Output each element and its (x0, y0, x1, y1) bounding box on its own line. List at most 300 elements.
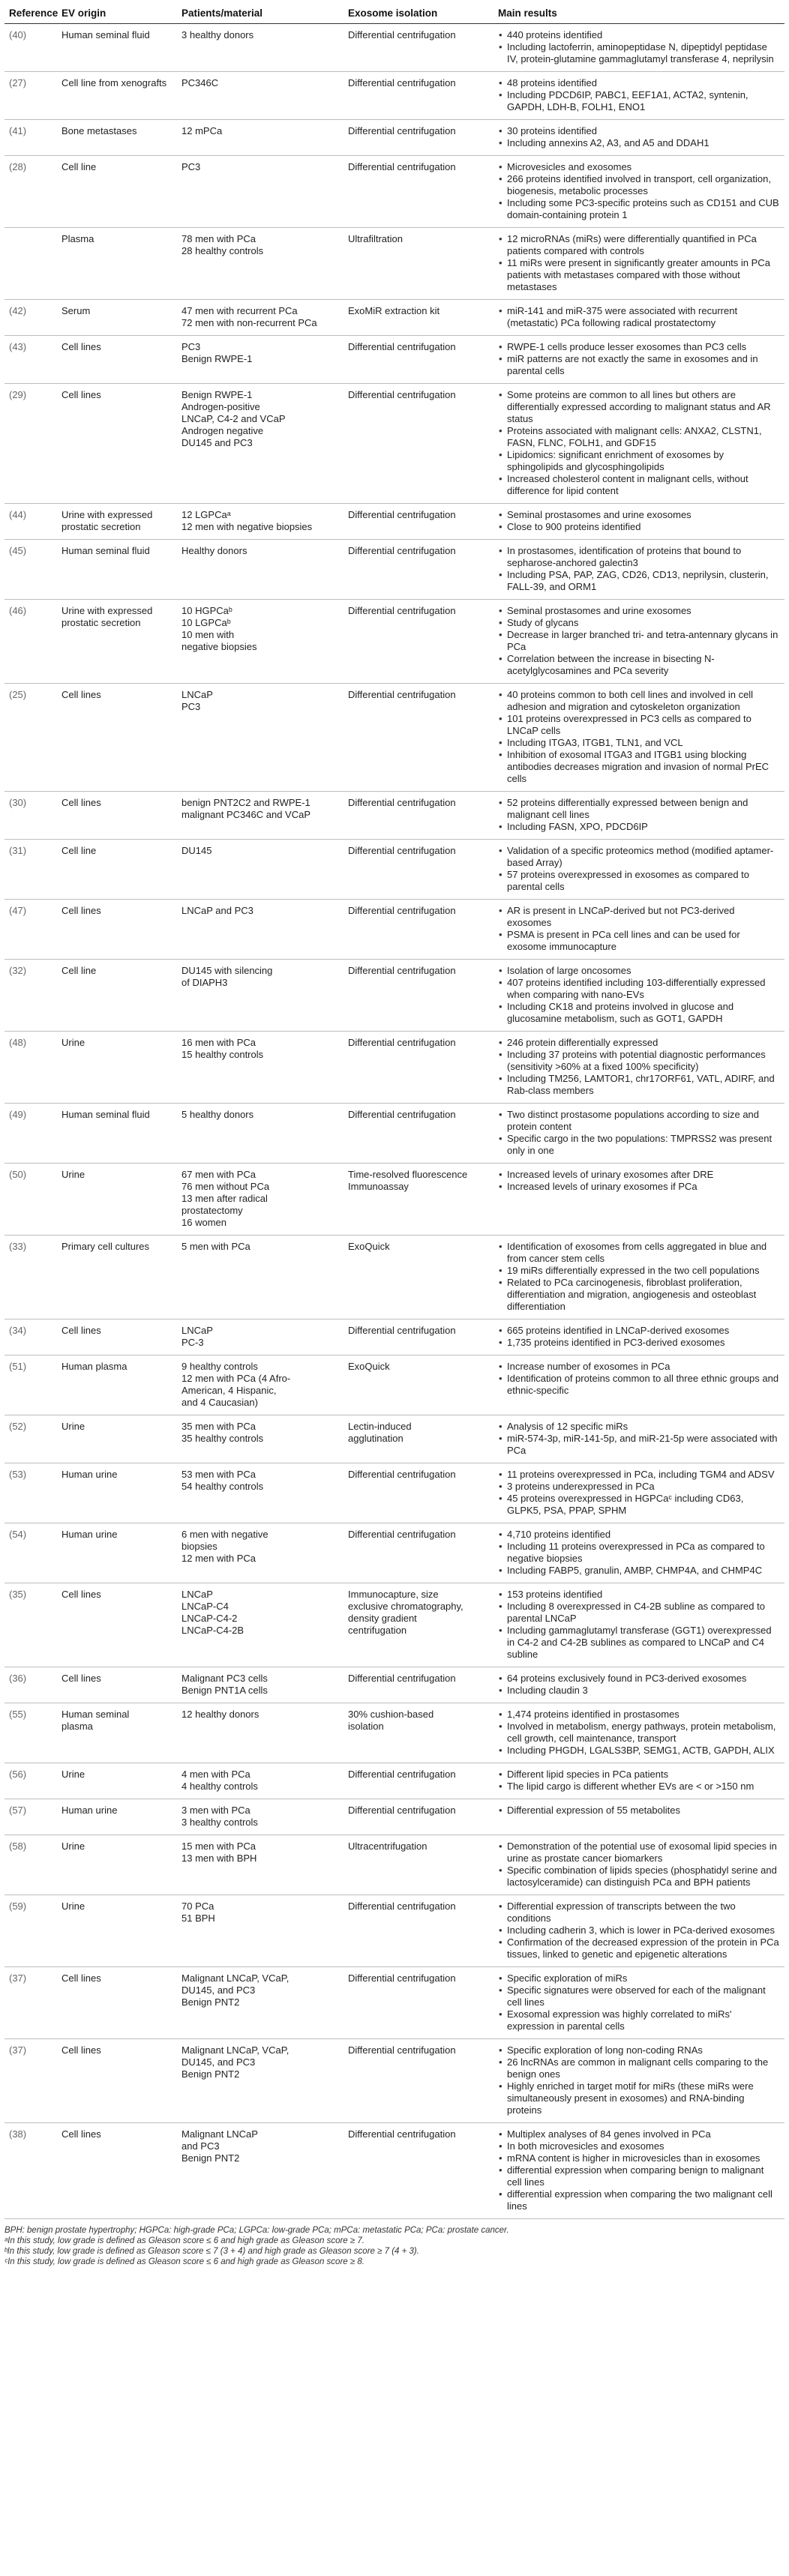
result-item: • Increased levels of urinary exosomes after DRE (507, 1169, 780, 1181)
cell-patients-line: DU145 with silencing (182, 965, 273, 976)
result-item: • In both microvesicles and exosomes (507, 2140, 780, 2152)
cell-patients-line: 12 healthy donors (182, 1709, 260, 1720)
cell-patients (177, 1355, 344, 1415)
table-row (4, 684, 784, 792)
cell-isolation (344, 840, 494, 900)
cell-isolation-line: Differential centrifugation (348, 1037, 456, 1048)
results-list (498, 2128, 780, 2212)
results-list (498, 845, 780, 893)
cell-main-results (494, 1164, 784, 1236)
cell-patients-line: 16 women (182, 1217, 226, 1228)
result-item: • Related to PCa carcinogenesis, fibroblast proliferation, differentiation and migration, angiogenesis and osteoblast differentiation (507, 1277, 780, 1313)
cell-main-results (494, 1967, 784, 2039)
cell-patients-line: LNCaP and PC3 (182, 905, 254, 916)
result-item: • Including lactoferrin, aminopeptidase N, dipeptidyl peptidase IV, protein-glutamine gammaglutamyl transferase 4, neprilysin (507, 41, 780, 65)
table-row (4, 384, 784, 504)
cell-ev-origin-line: Cell lines (62, 1673, 101, 1684)
results-list (498, 341, 780, 377)
cell-patients-line: 13 men with BPH (182, 1853, 257, 1864)
cell-isolation (344, 300, 494, 336)
result-item: • Exosomal expression was highly correlated to miRs' expression in parental cells (507, 2008, 780, 2032)
cell-isolation-line: Differential centrifugation (348, 1109, 456, 1120)
results-list (498, 1325, 780, 1349)
cell-patients-line: 10 men with (182, 629, 235, 640)
cell-patients (177, 1703, 344, 1763)
cell-ev-origin (57, 1523, 177, 1583)
result-item: • Some proteins are common to all lines but others are differentially expressed according to malignant status and AR status (507, 389, 780, 425)
cell-ev-origin (57, 336, 177, 384)
cell-patients (177, 1523, 344, 1583)
cell-ev-origin (57, 384, 177, 504)
table-row (4, 1355, 784, 1415)
results-list (498, 1169, 780, 1193)
cell-isolation (344, 2123, 494, 2219)
cell-isolation (344, 1355, 494, 1415)
cell-main-results (494, 1319, 784, 1355)
cell-patients-line: 12 men with PCa (182, 1553, 256, 1564)
cell-patients-line: Benign RWPE-1 (182, 389, 253, 400)
cell-ev-origin-line: Human seminal fluid (62, 1109, 150, 1120)
result-item: • 246 protein differentially expressed (507, 1037, 780, 1049)
result-item: • Including PSA, PAP, ZAG, CD26, CD13, neprilysin, clusterin, FALL-39, and ORM1 (507, 569, 780, 593)
cell-main-results (494, 840, 784, 900)
cell-patients-line: LNCaP-C4-2 (182, 1613, 238, 1624)
result-item: • Proteins associated with malignant cells: ANXA2, CLSTN1, FASN, FLNC, FOLH1, and GDF15 (507, 425, 780, 449)
cell-isolation (344, 1104, 494, 1164)
cell-patients (177, 1032, 344, 1104)
table-row (4, 1835, 784, 1895)
cell-patients-line: Malignant LNCaP, VCaP, (182, 1972, 290, 1984)
cell-patients-line: 12 men with negative biopsies (182, 521, 313, 532)
cell-isolation-line: ExoMiR extraction kit (348, 305, 440, 316)
cell-main-results (494, 540, 784, 600)
cell-ev-origin (57, 1583, 177, 1667)
cell-ev-origin-line: Human plasma (62, 1361, 128, 1372)
cell-ev-origin-line: Urine (62, 1901, 86, 1912)
cell-patients (177, 1583, 344, 1667)
cell-main-results (494, 24, 784, 72)
cell-isolation-line: Differential centrifugation (348, 965, 456, 976)
cell-patients-line: 4 healthy controls (182, 1781, 258, 1792)
result-item: • Microvesicles and exosomes (507, 161, 780, 173)
result-item: • 101 proteins overexpressed in PC3 cells as compared to LNCaP cells (507, 713, 780, 737)
table-row (4, 336, 784, 384)
cell-ev-origin-line: Urine (62, 1169, 86, 1180)
cell-reference: (48) (4, 1032, 57, 1104)
cell-isolation (344, 1523, 494, 1583)
header-reference: Reference (4, 4, 57, 24)
cell-isolation (344, 120, 494, 156)
cell-main-results (494, 156, 784, 228)
cell-main-results (494, 1104, 784, 1164)
cell-reference: (45) (4, 540, 57, 600)
cell-patients-line: DU145, and PC3 (182, 2056, 256, 2068)
cell-reference: (34) (4, 1319, 57, 1355)
table-row (4, 2039, 784, 2123)
results-list (498, 509, 780, 533)
cell-patients-line: Malignant LNCaP (182, 2128, 258, 2140)
cell-patients-line: American, 4 Hispanic, (182, 1385, 277, 1396)
results-table (4, 4, 784, 2219)
table-row (4, 72, 784, 120)
cell-patients (177, 600, 344, 684)
cell-isolation (344, 228, 494, 300)
cell-patients-line: of DIAPH3 (182, 977, 228, 988)
cell-patients-line: 53 men with PCa (182, 1469, 256, 1480)
cell-main-results (494, 792, 784, 840)
cell-isolation (344, 1236, 494, 1319)
cell-isolation-line: Differential centrifugation (348, 125, 456, 136)
cell-isolation-line: Immunoassay (348, 1181, 409, 1192)
results-list (498, 1805, 780, 1817)
results-list (498, 1361, 780, 1397)
cell-isolation-line: Differential centrifugation (348, 1972, 456, 1984)
cell-main-results (494, 600, 784, 684)
cell-isolation-line: Differential centrifugation (348, 689, 456, 700)
cell-isolation-line: Differential centrifugation (348, 29, 456, 40)
result-item: • Highly enriched in target motif for miRs (these miRs were simultaneously present in exosomes) and RNA-binding proteins (507, 2080, 780, 2116)
table-row (4, 960, 784, 1032)
cell-patients-line: 5 healthy donors (182, 1109, 254, 1120)
cell-reference: (41) (4, 120, 57, 156)
cell-main-results (494, 1032, 784, 1104)
table-body (4, 24, 784, 2219)
cell-isolation (344, 1703, 494, 1763)
cell-reference: (29) (4, 384, 57, 504)
cell-patients-line: malignant PC346C and VCaP (182, 809, 310, 820)
cell-patients-line: 72 men with non-recurrent PCa (182, 317, 317, 328)
cell-ev-origin (57, 540, 177, 600)
result-item: • 11 proteins overexpressed in PCa, including TGM4 and ADSV (507, 1469, 780, 1481)
cell-isolation-line: Differential centrifugation (348, 161, 456, 172)
cell-ev-origin (57, 228, 177, 300)
cell-patients (177, 960, 344, 1032)
cell-ev-origin (57, 504, 177, 540)
cell-reference (4, 228, 57, 300)
cell-ev-origin (57, 1415, 177, 1463)
table-row (4, 300, 784, 336)
cell-patients (177, 228, 344, 300)
cell-isolation (344, 600, 494, 684)
cell-main-results (494, 228, 784, 300)
result-item: • Demonstration of the potential use of exosomal lipid species in urine as prostate cancer biomarkers (507, 1841, 780, 1865)
cell-patients (177, 1104, 344, 1164)
table-row (4, 1523, 784, 1583)
cell-ev-origin (57, 72, 177, 120)
table-row (4, 1895, 784, 1967)
cell-patients-line: Benign PNT2 (182, 2152, 240, 2164)
cell-patients-line: 16 men with PCa (182, 1037, 256, 1048)
cell-ev-origin-line: plasma (62, 1721, 93, 1732)
table-row (4, 1583, 784, 1667)
cell-patients (177, 1667, 344, 1703)
cell-patients-line: and 4 Caucasian) (182, 1397, 258, 1408)
cell-patients-line: 35 men with PCa (182, 1421, 256, 1432)
result-item: • 52 proteins differentially expressed between benign and malignant cell lines (507, 797, 780, 821)
cell-patients-line: LNCaP-C4-2B (182, 1625, 244, 1636)
results-list (498, 965, 780, 1025)
results-list (498, 1901, 780, 1960)
cell-reference: (37) (4, 1967, 57, 2039)
cell-isolation (344, 384, 494, 504)
results-list (498, 1037, 780, 1097)
result-item: • Multiplex analyses of 84 genes involved in PCa (507, 2128, 780, 2140)
results-list (498, 77, 780, 113)
cell-isolation (344, 792, 494, 840)
cell-ev-origin-line: Bone metastases (62, 125, 137, 136)
cell-patients-line: Benign RWPE-1 (182, 353, 253, 364)
table-row (4, 1667, 784, 1703)
result-item: • Specific signatures were observed for each of the malignant cell lines (507, 1984, 780, 2008)
cell-isolation-line: isolation (348, 1721, 384, 1732)
result-item: • 407 proteins identified including 103-differentially expressed when comparing with nano-EVs (507, 977, 780, 1001)
cell-main-results (494, 384, 784, 504)
cell-reference: (57) (4, 1799, 57, 1835)
cell-reference: (51) (4, 1355, 57, 1415)
cell-ev-origin (57, 792, 177, 840)
result-item: • 26 lncRNAs are common in malignant cells comparing to the benign ones (507, 2056, 780, 2080)
cell-reference: (43) (4, 336, 57, 384)
cell-ev-origin-line: Cell line (62, 845, 97, 856)
cell-ev-origin (57, 1164, 177, 1236)
result-item: • 11 miRs were present in significantly greater amounts in PCa patients with metastases compared with those without metastases (507, 257, 780, 293)
cell-isolation-line: density gradient (348, 1613, 417, 1624)
result-item: • Confirmation of the decreased expression of the protein in PCa tissues, linked to genetic and epigenetic alterations (507, 1936, 780, 1960)
result-item: • Specific combination of lipids species (phosphatidyl serine and lactosylceramide) can distinguish PCa and BPH patients (507, 1865, 780, 1889)
cell-isolation (344, 1763, 494, 1799)
cell-isolation-line: Differential centrifugation (348, 1901, 456, 1912)
cell-patients-line: 12 LGPCaᵃ (182, 509, 231, 520)
cell-isolation (344, 72, 494, 120)
cell-ev-origin-line: Primary cell cultures (62, 1241, 150, 1252)
results-list (498, 305, 780, 329)
result-item: • Including cadherin 3, which is lower in PCa-derived exosomes (507, 1925, 780, 1936)
cell-ev-origin-line: Urine with expressed prostatic secretion (62, 509, 153, 532)
table-row (4, 1164, 784, 1236)
cell-main-results (494, 684, 784, 792)
table-row (4, 900, 784, 960)
cell-patients (177, 72, 344, 120)
cell-patients (177, 792, 344, 840)
cell-isolation-line: Differential centrifugation (348, 1769, 456, 1780)
cell-ev-origin-line: Urine with expressed prostatic secretion (62, 605, 153, 628)
cell-isolation (344, 1319, 494, 1355)
cell-reference: (38) (4, 2123, 57, 2219)
cell-patients (177, 504, 344, 540)
cell-main-results (494, 2039, 784, 2123)
cell-isolation-line: Differential centrifugation (348, 605, 456, 616)
cell-patients-line: and PC3 (182, 2140, 220, 2152)
cell-main-results (494, 72, 784, 120)
cell-ev-origin (57, 2123, 177, 2219)
result-item: • Including 11 proteins overexpressed in PCa as compared to negative biopsies (507, 1541, 780, 1565)
result-item: • 665 proteins identified in LNCaP-derived exosomes (507, 1325, 780, 1337)
result-item: • Including PHGDH, LGALS3BP, SEMG1, ACTB, GAPDH, ALIX (507, 1745, 780, 1757)
result-item: • Identification of exosomes from cells aggregated in blue and from cancer stem cells (507, 1241, 780, 1265)
result-item: • 45 proteins overexpressed in HGPCaᶜ including CD63, GLPK5, PSA, PPAP, SPHM (507, 1493, 780, 1517)
result-item: • AR is present in LNCaP-derived but not PC3-derived exosomes (507, 905, 780, 929)
cell-patients-line: PC3 (182, 341, 201, 352)
result-item: • miR-574-3p, miR-141-5p, and miR-21-5p were associated with PCa (507, 1433, 780, 1457)
cell-isolation-line: ExoQuick (348, 1361, 390, 1372)
cell-isolation-line: 30% cushion-based (348, 1709, 434, 1720)
cell-isolation (344, 336, 494, 384)
cell-isolation-line: Differential centrifugation (348, 509, 456, 520)
table-row (4, 1763, 784, 1799)
cell-reference: (42) (4, 300, 57, 336)
results-list (498, 797, 780, 833)
cell-isolation-line: Differential centrifugation (348, 389, 456, 400)
cell-isolation (344, 1835, 494, 1895)
cell-ev-origin-line: Cell line (62, 965, 97, 976)
cell-ev-origin-line: Human seminal fluid (62, 29, 150, 40)
cell-ev-origin-line: Urine (62, 1769, 86, 1780)
cell-patients-line: 47 men with recurrent PCa (182, 305, 298, 316)
cell-main-results (494, 1355, 784, 1415)
cell-reference: (47) (4, 900, 57, 960)
result-item: • Analysis of 12 specific miRs (507, 1421, 780, 1433)
cell-main-results (494, 2123, 784, 2219)
result-item: • Involved in metabolism, energy pathways, protein metabolism, cell growth, cell maintenance, transport (507, 1721, 780, 1745)
cell-ev-origin (57, 300, 177, 336)
cell-isolation-line: Differential centrifugation (348, 2128, 456, 2140)
footnote-line: ᶜIn this study, low grade is defined as Gleason score ≤ 6 and high grade as Gleason score ≥ 8. (4, 2257, 364, 2266)
cell-ev-origin (57, 1463, 177, 1523)
cell-isolation-line: agglutination (348, 1433, 404, 1444)
result-item: • 12 microRNAs (miRs) were differentially quantified in PCa patients compared with controls (507, 233, 780, 257)
result-item: • 48 proteins identified (507, 77, 780, 89)
cell-reference: (32) (4, 960, 57, 1032)
cell-ev-origin-line: Plasma (62, 233, 94, 244)
cell-patients-line: 4 men with PCa (182, 1769, 250, 1780)
cell-ev-origin (57, 2039, 177, 2123)
table-row (4, 1415, 784, 1463)
cell-isolation (344, 1895, 494, 1967)
results-list (498, 2044, 780, 2116)
cell-ev-origin-line: Human seminal (62, 1709, 130, 1720)
result-item: • PSMA is present in PCa cell lines and can be used for exosome immunocapture (507, 929, 780, 953)
result-item: • Correlation between the increase in bisecting N-acetylglycosamines and PCa severity (507, 653, 780, 677)
table-row (4, 1799, 784, 1835)
cell-patients-line: PC346C (182, 77, 219, 88)
cell-ev-origin (57, 840, 177, 900)
result-item: • mRNA content is higher in microvesicles than in exosomes (507, 2152, 780, 2164)
table-row (4, 24, 784, 72)
table-row (4, 2123, 784, 2219)
footnote-line: ᵃIn this study, low grade is defined as Gleason score ≤ 6 and high grade as Gleason score ≥ 7. (4, 2236, 364, 2245)
cell-patients-line: 70 PCa (182, 1901, 214, 1912)
cell-ev-origin (57, 960, 177, 1032)
results-list (498, 605, 780, 677)
result-item: • Seminal prostasomes and urine exosomes (507, 509, 780, 521)
cell-ev-origin (57, 24, 177, 72)
cell-patients-line: prostatectomy (182, 1205, 243, 1216)
cell-patients (177, 840, 344, 900)
cell-main-results (494, 300, 784, 336)
cell-isolation (344, 1415, 494, 1463)
table-row (4, 156, 784, 228)
cell-reference: (52) (4, 1415, 57, 1463)
cell-patients-line: 5 men with PCa (182, 1241, 250, 1252)
result-item: • Increased levels of urinary exosomes if PCa (507, 1181, 780, 1193)
cell-isolation-line: exclusive chromatography, (348, 1601, 464, 1612)
cell-isolation (344, 504, 494, 540)
cell-ev-origin (57, 1763, 177, 1799)
results-list (498, 1769, 780, 1793)
cell-ev-origin (57, 1355, 177, 1415)
cell-patients-line: biopsies (182, 1541, 218, 1552)
results-list (498, 689, 780, 785)
cell-isolation-line: Differential centrifugation (348, 2044, 456, 2056)
table-row (4, 504, 784, 540)
footnote-line: BPH: benign prostate hypertrophy; HGPCa: high-grade PCa; LGPCa: low-grade PCa; mPCa: metastatic PCa; PCa: prostate cancer. (4, 2226, 509, 2235)
result-item: • Specific cargo in the two populations: TMPRSS2 was present only in one (507, 1133, 780, 1157)
cell-patients (177, 2039, 344, 2123)
result-item: • Including FASN, XPO, PDCD6IP (507, 821, 780, 833)
result-item: • Lipidomics: significant enrichment of exosomes by sphingolipids and glycosphingolipids (507, 449, 780, 473)
cell-ev-origin (57, 1967, 177, 2039)
cell-ev-origin-line: Cell lines (62, 797, 101, 808)
header-isolation: Exosome isolation (344, 4, 494, 24)
cell-isolation (344, 1164, 494, 1236)
table-row (4, 1967, 784, 2039)
cell-ev-origin (57, 900, 177, 960)
result-item: • Identification of proteins common to all three ethnic groups and ethnic-specific (507, 1373, 780, 1397)
cell-ev-origin-line: Cell lines (62, 689, 101, 700)
cell-patients-line: Benign PNT2 (182, 1996, 240, 2008)
cell-reference: (44) (4, 504, 57, 540)
cell-ev-origin-line: Urine (62, 1037, 86, 1048)
cell-ev-origin-line: Human seminal fluid (62, 545, 150, 556)
table-header (4, 4, 784, 24)
result-item: • Including 8 overexpressed in C4-2B subline as compared to parental LNCaP (507, 1601, 780, 1625)
cell-patients (177, 24, 344, 72)
results-list (498, 1589, 780, 1661)
results-list (498, 545, 780, 593)
cell-ev-origin-line: Cell lines (62, 1972, 101, 1984)
result-item: • Validation of a specific proteomics method (modified aptamer-based Array) (507, 845, 780, 869)
result-item: • Increase number of exosomes in PCa (507, 1361, 780, 1373)
result-item: • Close to 900 proteins identified (507, 521, 780, 533)
result-item: • 57 proteins overexpressed in exosomes as compared to parental cells (507, 869, 780, 893)
cell-reference: (56) (4, 1763, 57, 1799)
cell-patients (177, 1164, 344, 1236)
result-item: • differential expression when comparing the two malignant cell lines (507, 2188, 780, 2212)
cell-ev-origin-line: Cell lines (62, 2128, 101, 2140)
result-item: • Differential expression of transcripts between the two conditions (507, 1901, 780, 1925)
cell-patients-line: 3 healthy donors (182, 29, 254, 40)
result-item: • Including some PC3-specific proteins such as CD151 and CUB domain-containing protein 1 (507, 197, 780, 221)
result-item: • Including 37 proteins with potential diagnostic performances (sensitivity >60% at a fixed 100% specificity) (507, 1049, 780, 1073)
result-item: • miR-141 and miR-375 were associated with recurrent (metastatic) PCa following radical prostatectomy (507, 305, 780, 329)
cell-patients-line: LNCaP (182, 689, 213, 700)
result-item: • Including TM256, LAMTOR1, chr17ORF61, VATL, ADIRF, and Rab-class members (507, 1073, 780, 1097)
cell-reference: (46) (4, 600, 57, 684)
results-list (498, 233, 780, 293)
cell-isolation-line: centrifugation (348, 1625, 407, 1636)
result-item: • In prostasomes, identification of proteins that bound to sepharose-anchored galectin3 (507, 545, 780, 569)
cell-patients-line: Benign PNT1A cells (182, 1685, 268, 1696)
cell-ev-origin-line: Urine (62, 1841, 86, 1852)
cell-ev-origin-line: Cell lines (62, 389, 101, 400)
cell-isolation (344, 960, 494, 1032)
cell-isolation-line: Differential centrifugation (348, 341, 456, 352)
cell-ev-origin-line: Cell lines (62, 1325, 101, 1336)
cell-patients-line: DU145 (182, 845, 212, 856)
result-item: • differential expression when comparing benign to malignant cell lines (507, 2164, 780, 2188)
cell-main-results (494, 1835, 784, 1895)
results-list (498, 1529, 780, 1577)
